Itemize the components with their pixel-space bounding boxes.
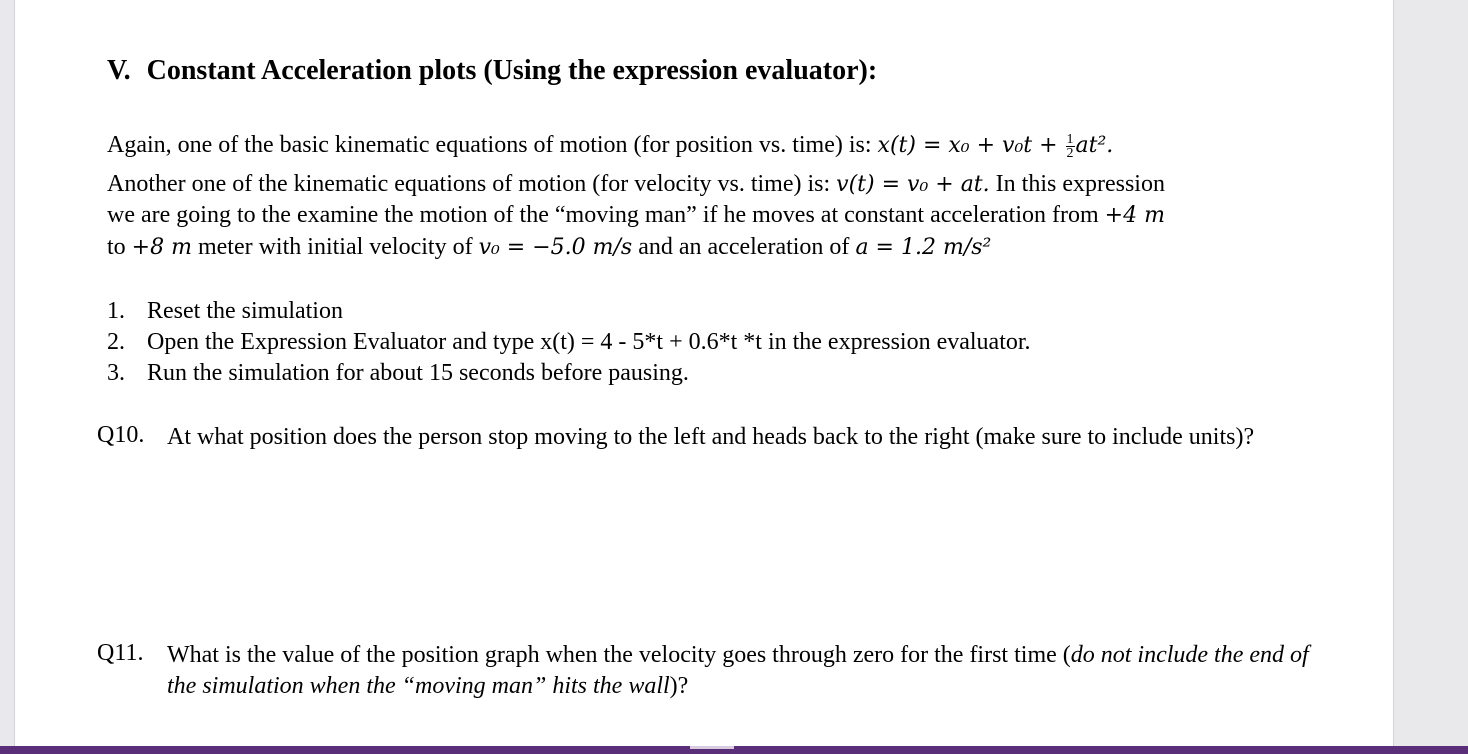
question-italic-text: do not include the end of the simulation when the “moving man” hits the wall (167, 642, 1309, 699)
list-number: 1. (107, 298, 125, 324)
question-number: Q11. (97, 640, 144, 666)
paragraph-line-3 (107, 202, 1165, 229)
section-title: Constant Acceleration plots (Using the expression evaluator): (146, 55, 878, 86)
list-text: Run the simulation for about 15 seconds before pausing. (147, 360, 689, 386)
end-position-value: +8 m (131, 235, 192, 260)
list-item (107, 329, 1031, 356)
velocity-equation: v(t) = v₀ + at. (836, 172, 990, 197)
bottom-toolbar-strip (0, 746, 1468, 754)
paragraph-text: Another one of the kinematic equations of motion (for velocity vs. time) is: (107, 171, 837, 197)
paragraph-text: meter with initial velocity of (191, 234, 479, 260)
paragraph-text: we are going to the examine the motion of the “moving man” if he moves at constant acceleration from (107, 202, 1105, 228)
start-position-value: +4 m (1104, 203, 1165, 228)
section-heading (107, 55, 877, 87)
paragraph-text: to (107, 234, 132, 260)
list-text: Reset the simulation (147, 298, 343, 324)
fraction-denominator: 2 (1066, 145, 1074, 161)
paragraph-line-2 (107, 171, 1165, 198)
list-number: 3. (107, 360, 125, 386)
section-number: V. (107, 55, 131, 86)
fraction-numerator: 1 (1066, 131, 1074, 147)
paragraph-text: Again, one of the basic kinematic equations of motion (for position vs. time) is: (107, 132, 878, 158)
document-page (14, 0, 1394, 746)
list-number: 2. (107, 329, 125, 355)
initial-velocity-value: v₀ = −5.0 m/s (478, 235, 633, 260)
list-text: Open the Expression Evaluator and type x(t) = 4 - 5*t + 0.6*t *t in the expression evaluator. (147, 329, 1031, 355)
position-equation-end: at². (1075, 133, 1114, 158)
paragraph-line-1 (107, 132, 1113, 160)
list-item (107, 298, 343, 325)
list-item (107, 360, 689, 387)
one-half-fraction (1066, 133, 1075, 160)
question-text (167, 640, 1327, 702)
paragraph-text: and an acceleration of (632, 234, 856, 260)
position-equation: x(t) = x₀ + v₀t + (877, 133, 1065, 158)
acceleration-value: a = 1.2 m/s² (855, 235, 992, 260)
question-text-part: What is the value of the position graph when the velocity goes through zero for the first time ( (167, 642, 1071, 668)
paragraph-line-4 (107, 234, 991, 261)
question-text: At what position does the person stop moving to the left and heads back to the right (make sure to include units)? (167, 424, 1255, 450)
paragraph-text: In this expression (989, 171, 1165, 197)
question-text-part: )? (669, 673, 689, 699)
question-number: Q10. (97, 422, 145, 448)
bottom-toolbar-handle[interactable] (690, 746, 734, 749)
